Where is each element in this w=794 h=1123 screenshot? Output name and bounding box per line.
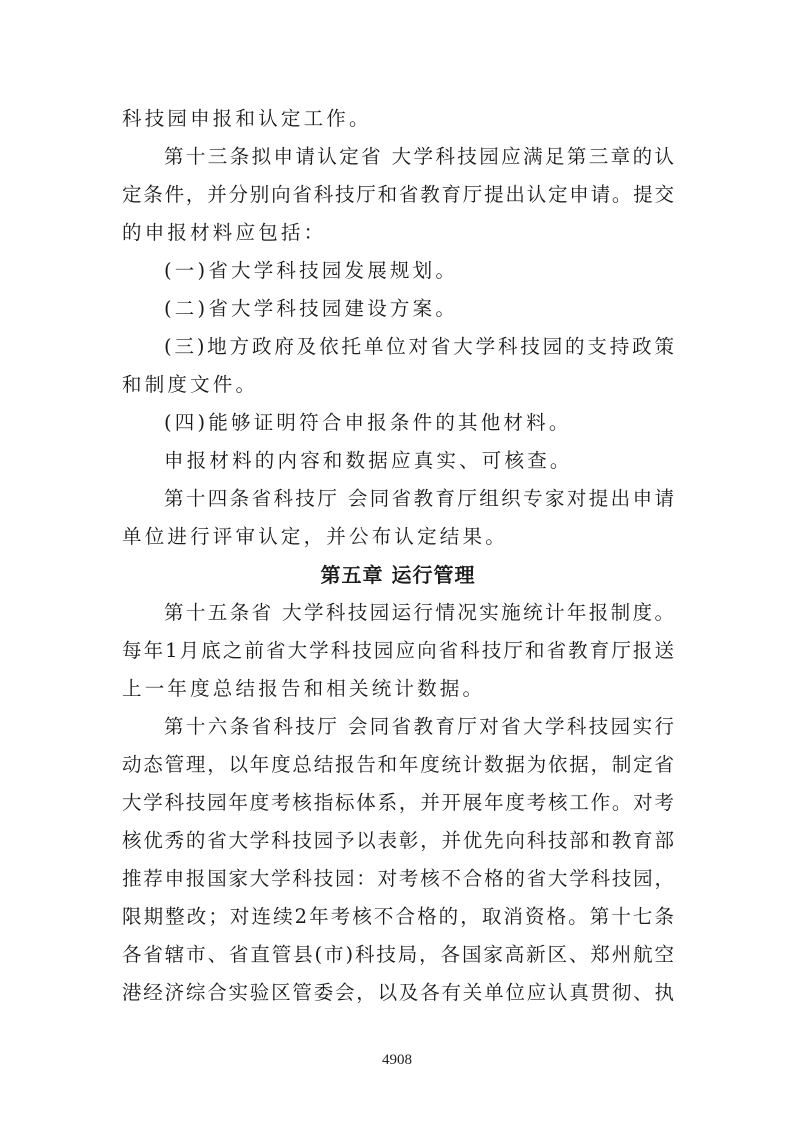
text-line: 动态管理，以年度总结报告和年度统计数据为依据，制定省	[122, 753, 674, 776]
text-line: 定条件，并分别向省科技厅和省教育厅提出认定申请。提交	[122, 183, 674, 206]
text-line: 第十三条拟申请认定省 大学科技园应满足第三章的认	[164, 145, 674, 168]
text-line: 第十四条省科技厅 会同省教育厅组织专家对提出申请	[164, 487, 674, 510]
text-line: 大学科技园年度考核指标体系，并开展年度考核工作。对考	[122, 791, 674, 814]
chapter-heading: 第五章 运行管理	[320, 563, 476, 587]
text-line: 核优秀的省大学科技园予以表彰，并优先向科技部和教育部	[122, 829, 674, 852]
text-line: (三)地方政府及依托单位对省大学科技园的支持政策	[164, 335, 674, 358]
text-line: 推荐申报国家大学科技园：对考核不合格的省大学科技园，	[122, 867, 674, 890]
page-number: 4908	[382, 1052, 412, 1068]
text-line: 第十六条省科技厅 会同省教育厅对省大学科技园实行	[164, 715, 674, 738]
text-line: 单位进行评审认定，并公布认定结果。	[122, 525, 508, 548]
document-body	[122, 100, 674, 1012]
text-line: 申报材料的内容和数据应真实、可核查。	[164, 449, 573, 472]
text-line: 限期整改；对连续2年考核不合格的，取消资格。第十七条	[122, 905, 674, 928]
text-line: 港经济综合实验区管委会，以及各有关单位应认真贯彻、执	[122, 981, 674, 1004]
text-line: (一)省大学科技园发展规划。	[164, 259, 459, 282]
text-line: 的申报材料应包括：	[122, 221, 327, 244]
text-line: 上一年度总结报告和相关统计数据。	[122, 677, 486, 700]
text-line: 和制度文件。	[122, 373, 259, 396]
text-line: (二)省大学科技园建设方案。	[164, 297, 459, 320]
text-line: 科技园申报和认定工作。	[122, 107, 372, 130]
text-line: 第十五条省 大学科技园运行情况实施统计年报制度。	[164, 601, 674, 624]
text-line: 各省辖市、省直管县(市)科技局，各国家高新区、郑州航空	[122, 943, 674, 966]
text-line: (四)能够证明符合申报条件的其他材料。	[164, 411, 572, 434]
text-line: 每年1月底之前省大学科技园应向省科技厅和省教育厅报送	[122, 639, 674, 662]
